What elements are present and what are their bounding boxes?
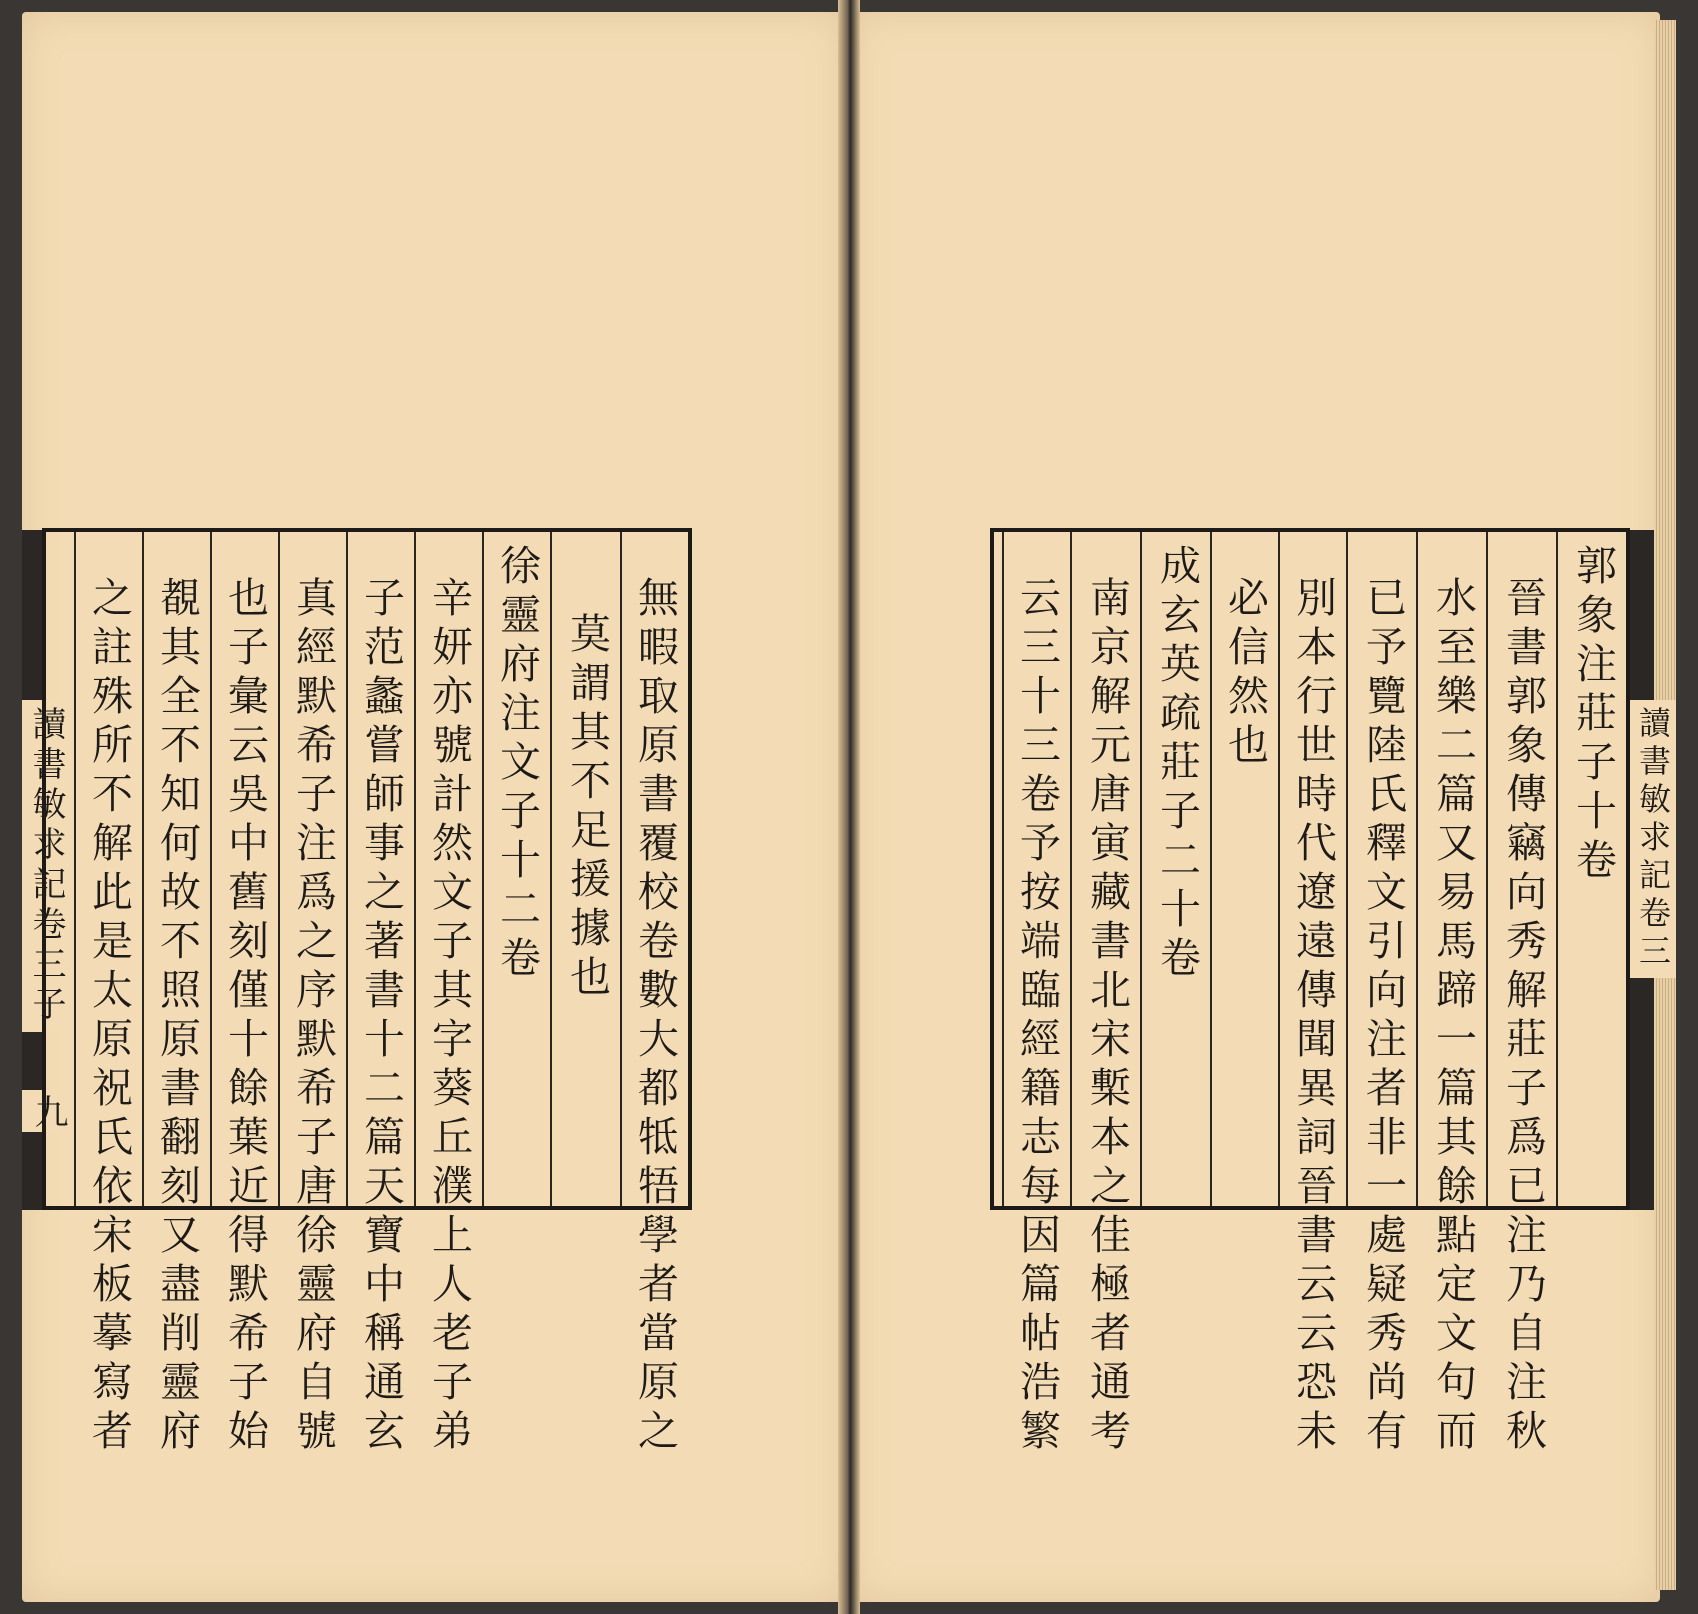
column-text: 水至樂二篇又易馬蹄一篇其餘點定文句而 [1429, 576, 1477, 1458]
column-text: 也子彙云吳中舊刻僅十餘葉近得默希子始 [221, 576, 269, 1458]
column-text: 徐靈府注文子十二卷 [493, 544, 541, 985]
column-text: 云三十三卷予按端臨經籍志每因篇帖浩繁 [1013, 576, 1061, 1458]
left-text-block [42, 528, 692, 1458]
text-column [1346, 532, 1416, 1458]
left-fold-title: 讀書敏求記卷三子 [22, 700, 71, 1032]
column-text: 郭象注莊子十卷 [1569, 544, 1617, 887]
column-text: 子范蠡嘗師事之著書十二篇天寶中稱通玄 [357, 576, 405, 1458]
text-column [1486, 532, 1556, 1458]
column-text: 之註殊所不解此是太原祝氏依宋板摹寫者 [85, 576, 133, 1458]
text-column [74, 532, 142, 1458]
column-text: 無暇取原書覆校卷數大都牴牾學者當原之 [631, 576, 679, 1458]
column-text: 辛妍亦號計然文子其字葵丘濮上人老子弟 [425, 576, 473, 1458]
text-column [1416, 532, 1486, 1458]
text-column [550, 532, 620, 1206]
column-text: 別本行世時代遼遠傳聞異詞晉書云云恐未 [1289, 576, 1337, 1458]
text-column [1070, 532, 1140, 1458]
column-text: 莫謂其不足援據也 [563, 612, 611, 1004]
right-fold-title: 讀書敏求記卷三 [1630, 700, 1676, 978]
book-gutter [838, 0, 860, 1614]
column-text: 晉書郭象傳竊向秀解莊子爲已注乃自注秋 [1499, 576, 1547, 1458]
column-text: 南京解元唐寅藏書北宋槧本之佳極者通考 [1083, 576, 1131, 1458]
text-column [142, 532, 210, 1458]
column-text: 已予覽陸氏釋文引向注者非一處疑秀尚有 [1359, 576, 1407, 1458]
text-column [482, 532, 550, 1206]
text-column [1278, 532, 1346, 1458]
column-text: 真經默希子注爲之序默希子唐徐靈府自號 [289, 576, 337, 1458]
folio-number: 九 [22, 1090, 75, 1132]
text-column [1556, 532, 1626, 1206]
text-column [1002, 532, 1070, 1458]
column-text: 覩其全不知何故不照原書翻刻又盡削靈府 [153, 576, 201, 1458]
text-column [1210, 532, 1278, 1206]
right-text-block [990, 528, 1630, 1458]
column-text: 必信然也 [1221, 576, 1269, 772]
column-text: 成玄英疏莊子二十卷 [1153, 544, 1201, 985]
text-column [346, 532, 414, 1458]
text-column [414, 532, 482, 1458]
text-column [620, 532, 688, 1458]
text-column [278, 532, 346, 1458]
text-column [210, 532, 278, 1458]
text-column [1140, 532, 1210, 1206]
